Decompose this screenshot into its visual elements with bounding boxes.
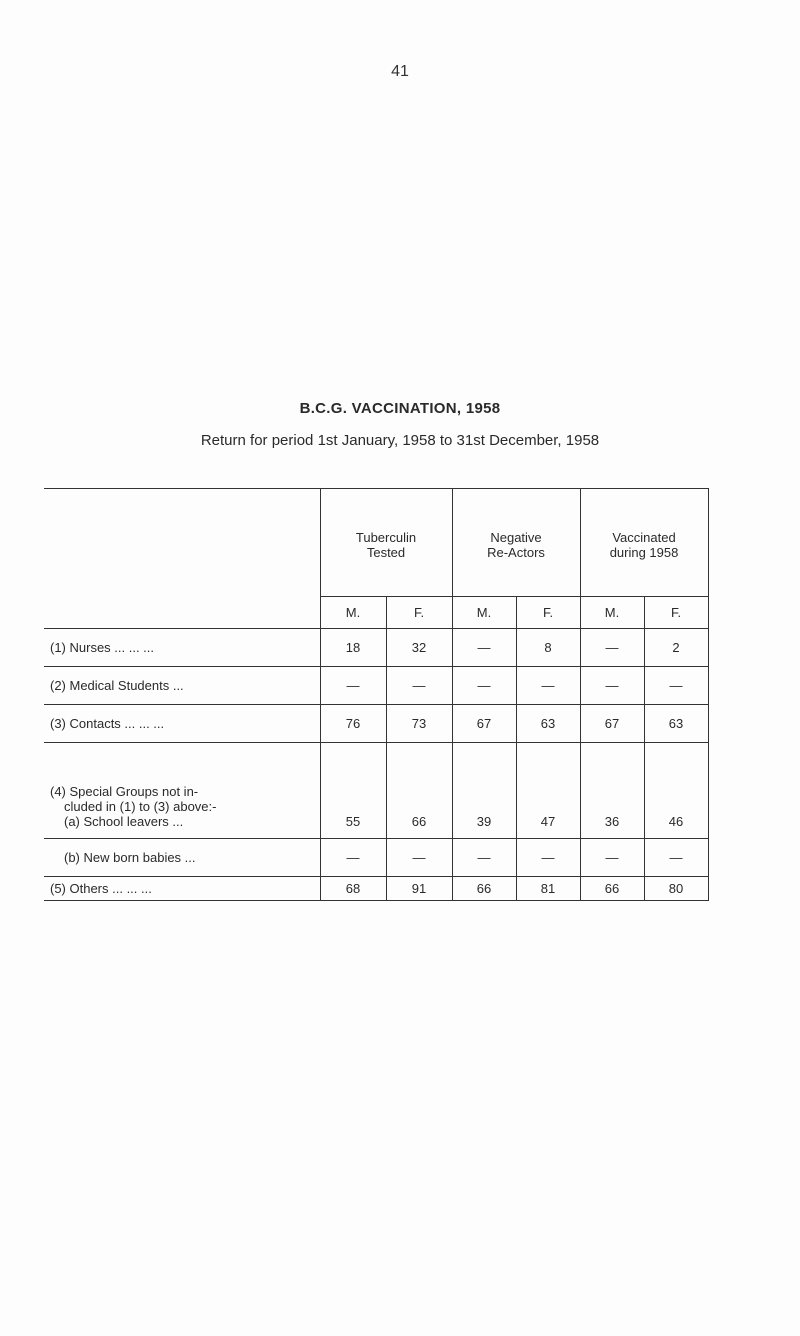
subheader-cell: M. [580,597,644,629]
table-cell: 63 [644,705,708,743]
table-cell: — [644,839,708,877]
header-tuberculin-tested [320,489,452,597]
table-cell: — [386,839,452,877]
table-cell: — [452,629,516,667]
table-cell: 36 [580,743,644,839]
table-cell: 8 [516,629,580,667]
table-cell: — [516,839,580,877]
table-cell: — [516,667,580,705]
table-cell: — [580,839,644,877]
table-row [44,705,708,743]
table-cell: — [320,839,386,877]
table-cell: — [320,667,386,705]
table-cell: 2 [644,629,708,667]
row-label: (1) Nurses ... ... ... [44,629,320,667]
table-cell: 66 [386,743,452,839]
table-cell: — [386,667,452,705]
vaccination-table [44,488,709,901]
table-cell: 47 [516,743,580,839]
table-cell: 63 [516,705,580,743]
header-line: Tested [366,544,406,560]
row-label: (3) Contacts ... ... ... [44,705,320,743]
table-cell: — [580,629,644,667]
row-label-line: (a) School leavers ... [64,814,184,829]
table-row [44,629,708,667]
table-row [44,743,708,839]
subheader-cell: F. [386,597,452,629]
table-cell: — [452,839,516,877]
table-cell: 39 [452,743,516,839]
table-cell: 68 [320,877,386,901]
subheader-cell: F. [516,597,580,629]
table-header-row [44,489,708,597]
table-cell: 81 [516,877,580,901]
table-cell: 80 [644,877,708,901]
table-cell: — [644,667,708,705]
row-label-line: cluded in (1) to (3) above:- [64,799,217,814]
row-label-line: (4) Special Groups not in- [50,784,199,799]
page-subtitle: Return for period 1st January, 1958 to 31st December, 1958 [200,432,600,449]
header-line: Tuberculin [355,529,417,545]
row-label: (b) New born babies ... [44,839,320,877]
table-cell: 67 [452,705,516,743]
subheader-cell: M. [452,597,516,629]
table-row [44,667,708,705]
table-cell: — [452,667,516,705]
table-cell: 55 [320,743,386,839]
stub-header [44,489,320,629]
header-line: Vaccinated [612,529,676,545]
header-vaccinated [580,489,708,597]
row-label [44,743,320,839]
page-title: B.C.G. VACCINATION, 1958 [299,400,501,417]
table-cell: 66 [452,877,516,901]
subheader-cell: F. [644,597,708,629]
row-label: (2) Medical Students ... [44,667,320,705]
table-row [44,877,708,901]
row-label: (5) Others ... ... ... [44,877,320,901]
header-line: Negative [490,529,542,545]
subheader-cell: M. [320,597,386,629]
table-cell: 32 [386,629,452,667]
header-negative-reactors [452,489,580,597]
table-cell: 67 [580,705,644,743]
header-line: during 1958 [609,544,679,560]
table-cell: 73 [386,705,452,743]
table-cell: 18 [320,629,386,667]
table-cell: — [580,667,644,705]
header-line: Re-Actors [487,544,545,560]
table-row [44,839,708,877]
table-cell: 76 [320,705,386,743]
table-cell: 66 [580,877,644,901]
table-cell: 46 [644,743,708,839]
table-cell: 91 [386,877,452,901]
page-number: 41 [391,63,409,80]
